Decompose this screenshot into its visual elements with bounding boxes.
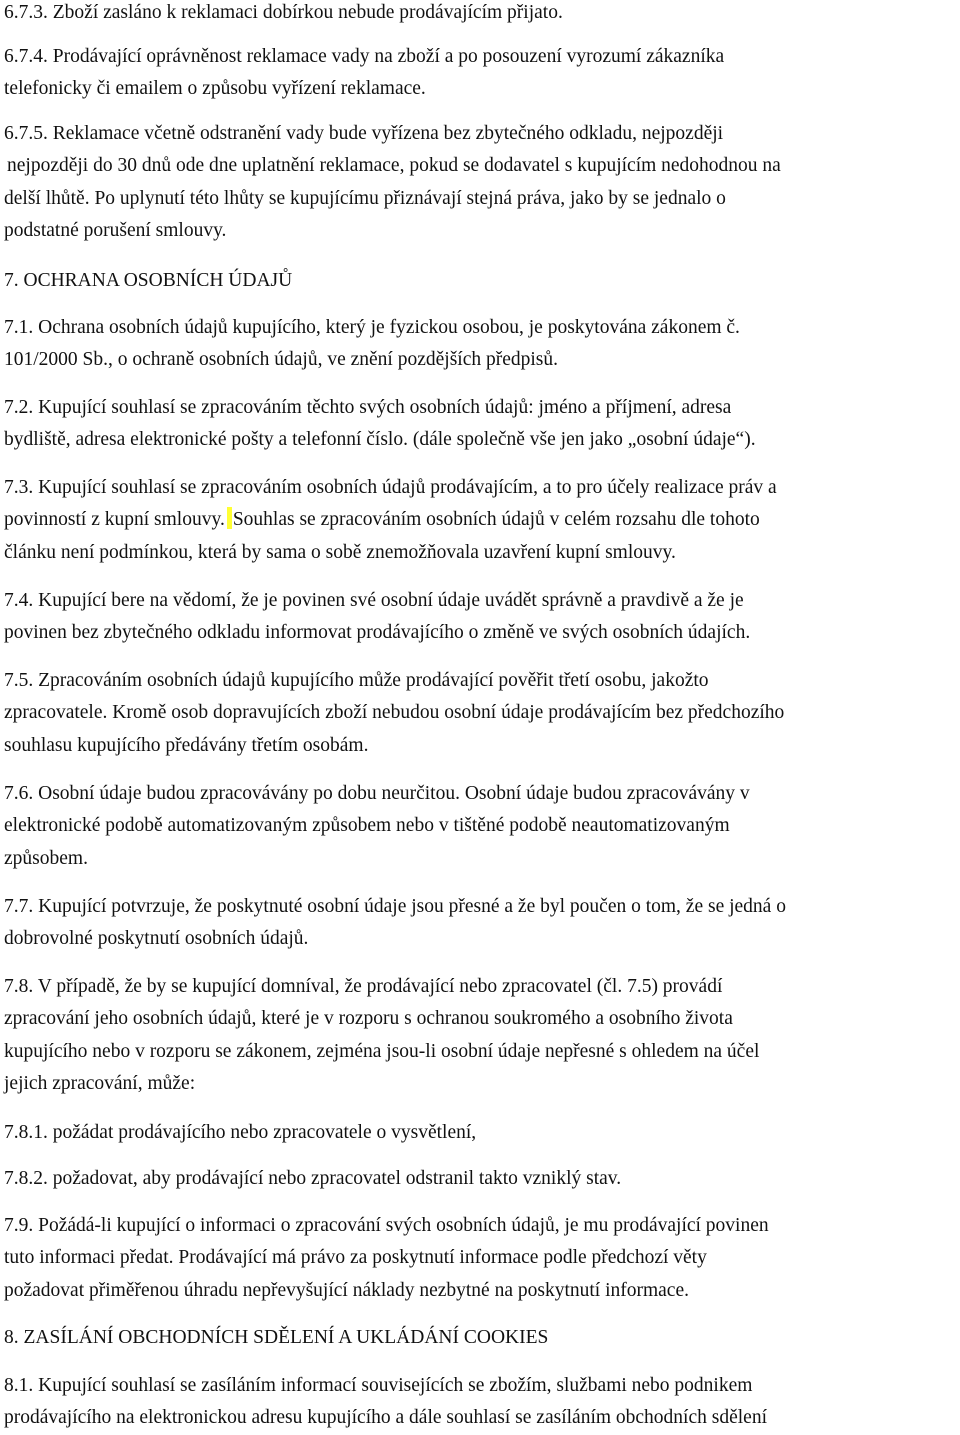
text-line: delší lhůtě. Po uplynutí této lhůty se kupujícímu přiznávají stejná práva, jako by se jednalo o: [4, 187, 726, 209]
text-line: článku není podmínkou, která by sama o sobě znemožňovala uzavření kupní smlouvy.: [4, 541, 676, 563]
text-line: způsobem.: [4, 847, 88, 869]
text-line: 7.8.2. požadovat, aby prodávající nebo zpracovatel odstranil takto vzniklý stav.: [4, 1168, 622, 1189]
heading-text: 7. OCHRANA OSOBNÍCH ÚDAJŮ: [4, 270, 293, 291]
paragraph-7-8: [4, 971, 960, 1101]
text-line: souhlasu kupujícího předávány třetím osobám.: [4, 734, 369, 756]
text-line: 7.3. Kupující souhlasí se zpracováním osobních údajů prodávajícím, a to pro účely realizace práv a: [4, 477, 777, 498]
text-line: 7.8.1. požádat prodávajícího nebo zpracovatele o vysvětlení,: [4, 1122, 477, 1143]
paragraph-7-8-2: [4, 1163, 960, 1195]
text-line: [4, 504, 960, 536]
paragraph-7-6: [4, 778, 960, 875]
text-line: 7.6. Osobní údaje budou zpracovávány po dobu neurčitou. Osobní údaje budou zpracovávány v: [4, 783, 750, 804]
paragraph-7-2: [4, 392, 960, 457]
text-line: elektronické podobě automatizovaným způsobem nebo v tištěné podobě neautomatizovaným: [4, 815, 730, 837]
text-line: 6.7.5. Reklamace včetně odstranění vady bude vyřízena bez zbytečného odkladu, nejpozději: [4, 123, 724, 144]
paragraph-8-1: [4, 1370, 960, 1435]
text-line: nejpozději do 30 dnů ode dne uplatnění reklamace, pokud se dodavatel s kupujícím nedohodnou na: [7, 155, 781, 177]
text-line: tuto informaci předat. Prodávající má právo za poskytnutí informace podle předchozí věty: [4, 1247, 707, 1269]
text-line: telefonicky či emailem o způsobu vyřízení reklamace.: [4, 78, 426, 100]
paragraph-7-4: [4, 585, 960, 650]
text-line: 7.9. Požádá-li kupující o informaci o zpracování svých osobních údajů, je mu prodávající povinen: [4, 1215, 769, 1236]
paragraph-7-5: [4, 665, 960, 762]
text-line: 7.4. Kupující bere na vědomí, že je povinen své osobní údaje uvádět správně a pravdivě a že je: [4, 590, 744, 611]
text-line: požadovat přiměřenou úhradu nepřevyšující náklady nezbytné na poskytnutí informace.: [4, 1279, 689, 1301]
section-heading-8: [4, 1322, 960, 1354]
text-line: povinen bez zbytečného odkladu informovat prodávajícího o změně ve svých osobních údajích.: [4, 622, 751, 644]
text-line: 7.8. V případě, že by se kupující domníval, že prodávající nebo zpracovatel (čl. 7.5) provádí: [4, 976, 723, 997]
paragraph-7-8-1: [4, 1117, 960, 1149]
text-line: zpracování jeho osobních údajů, které je v rozporu s ochranou soukromého a osobního života: [4, 1008, 733, 1030]
text-line: 7.7. Kupující potvrzuje, že poskytnuté osobní údaje jsou přesné a že byl poučen o tom, že se jedná o: [4, 896, 786, 917]
text-segment: Souhlas se zpracováním osobních údajů v celém rozsahu dle tohoto: [232, 509, 760, 531]
heading-text: 8. ZASÍLÁNÍ OBCHODNÍCH SDĚLENÍ A UKLÁDÁNÍ COOKIES: [4, 1327, 549, 1348]
text-line: podstatné porušení smlouvy.: [4, 220, 227, 242]
text-line: 7.2. Kupující souhlasí se zpracováním těchto svých osobních údajů: jméno a příjmení, adresa: [4, 397, 732, 418]
highlight-marker: [227, 507, 232, 529]
text-line: 8.1. Kupující souhlasí se zasíláním informací souvisejících se zbožím, službami nebo podnikem: [4, 1375, 753, 1396]
paragraph-7-1: [4, 312, 960, 377]
text-line: prodávajícího na elektronickou adresu kupujícího a dále souhlasí se zasíláním obchodních sdělení: [4, 1407, 767, 1429]
text-line: 101/2000 Sb., o ochraně osobních údajů, ve znění pozdějších předpisů.: [4, 349, 559, 371]
text-line: 7.5. Zpracováním osobních údajů kupujícího může prodávající pověřit třetí osobu, jakožto: [4, 670, 709, 691]
text-line: zpracovatele. Kromě osob dopravujících zboží nebudou osobní údaje prodávajícím bez předchozího: [4, 702, 785, 724]
text-line: jejich zpracování, může:: [4, 1073, 196, 1095]
text-line: kupujícího nebo v rozporu se zákonem, zejména jsou-li osobní údaje nepřesné s ohledem na účel: [4, 1040, 760, 1062]
text-line: bydliště, adresa elektronické pošty a telefonní číslo. (dále společně vše jen jako „osobní údaje“).: [4, 429, 756, 451]
text-line: dobrovolné poskytnutí osobních údajů.: [4, 928, 309, 950]
text-line: 7.1. Ochrana osobních údajů kupujícího, který je fyzickou osobou, je poskytována zákonem č.: [4, 317, 740, 338]
paragraph-7-7: [4, 891, 960, 956]
text-line: 6.7.3. Zboží zasláno k reklamaci dobírkou nebude prodávajícím přijato.: [4, 2, 563, 23]
text-segment: povinností z kupní smlouvy.: [4, 509, 225, 531]
paragraph-6-7-4: [4, 41, 960, 106]
paragraph-7-9: [4, 1210, 960, 1307]
paragraph-6-7-3: [4, 0, 960, 29]
text-line: 6.7.4. Prodávající oprávněnost reklamace vady na zboží a po posouzení vyrozumí zákazníka: [4, 46, 725, 67]
paragraph-7-3: [4, 472, 960, 569]
section-heading-7: [4, 265, 960, 297]
paragraph-6-7-5: [4, 118, 960, 248]
